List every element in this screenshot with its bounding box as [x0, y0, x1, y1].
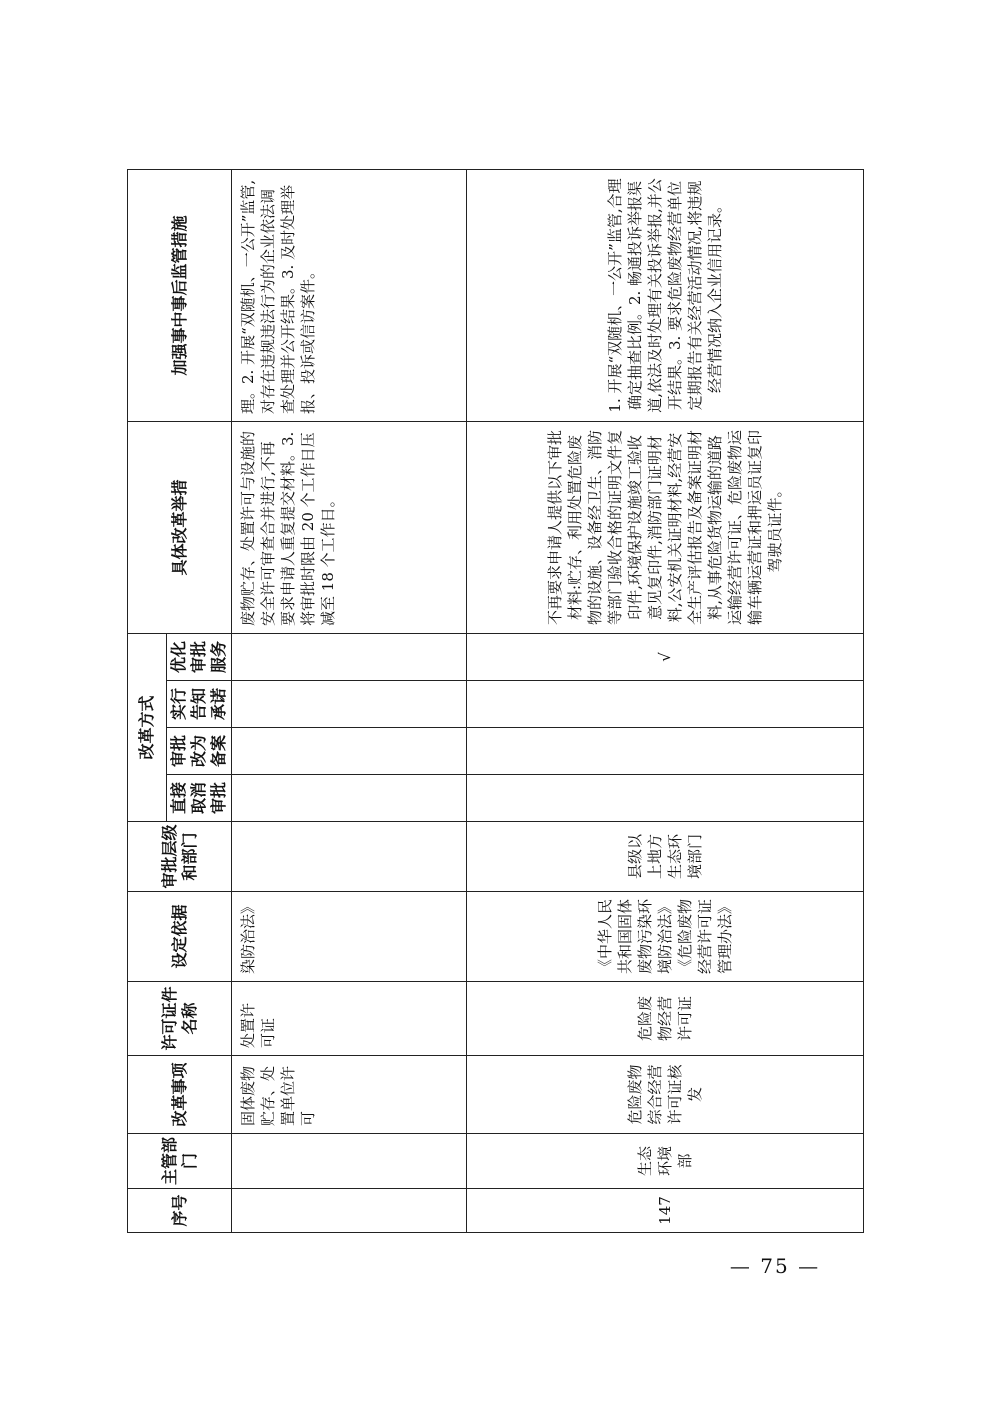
rotated-table-wrapper — [127, 170, 864, 1233]
header-item: 改革事项 — [128, 1056, 232, 1134]
header-method-commitment: 实行告知承诺 — [167, 681, 232, 728]
table-row — [232, 169, 467, 1232]
cell-method-filing — [232, 728, 467, 775]
cell-measures: 废物贮存、处置许可与设施的安全许可审查合并进行,不再要求申请人重复提交材料。3. 将审批时限由 20 个工作日压减至 18 个工作日。 — [232, 421, 467, 633]
cell-seq: 147 — [467, 1189, 864, 1233]
header-license: 许可证件名称 — [128, 982, 232, 1056]
header-dept: 主管部门 — [128, 1134, 232, 1189]
cell-method-filing — [467, 728, 864, 775]
cell-supervision: 理。2. 开展“双随机、一公开”监管,对存在违规违法行为的企业依法调查处理并公开结果。3. 及时处理举报、投诉或信访案件。 — [232, 169, 467, 421]
cell-dept: 生态环境部 — [467, 1134, 864, 1189]
header-method-group: 改革方式 — [128, 633, 167, 821]
header-measures: 具体改革举措 — [128, 421, 232, 633]
cell-measures: 不再要求申请人提供以下审批材料:贮存、利用处置危险废物的设施、设备经卫生、消防等部门验收合格的证明文件复印件,环境保护设施竣工验收意见复印件,消防部门证明材料,公安机关证明材料,经营安全生产评估报告及备案证明材料,从事危险货物运输的道路运输经营许可证、危险废物运输车辆运营证和押运员证复印驾驶员证件。 — [467, 421, 864, 633]
cell-license: 处置许可证 — [232, 982, 467, 1056]
cell-item: 危险废物综合经营许可证核发 — [467, 1056, 864, 1134]
page-number: — 75 — — [729, 1254, 821, 1278]
cell-method-cancel — [232, 775, 467, 822]
cell-license: 危险废物经营许可证 — [467, 982, 864, 1056]
cell-level: 县级以上地方生态环境部门 — [467, 822, 864, 892]
cell-seq — [232, 1189, 467, 1233]
header-level: 审批层级和部门 — [128, 822, 232, 892]
header-seq: 序号 — [128, 1189, 232, 1233]
header-row — [128, 169, 167, 1232]
header-method-cancel: 直接取消审批 — [167, 775, 232, 822]
header-supervision: 加强事中事后监管措施 — [128, 169, 232, 421]
cell-item: 固体废物贮存、处置单位许可 — [232, 1056, 467, 1134]
header-method-filing: 审批改为备案 — [167, 728, 232, 775]
cell-method-commitment — [467, 681, 864, 728]
reform-table — [127, 169, 864, 1233]
cell-method-optimize — [232, 633, 467, 680]
cell-method-optimize: √ — [467, 633, 864, 680]
cell-dept — [232, 1134, 467, 1189]
header-basis: 设定依据 — [128, 892, 232, 982]
table-row — [467, 169, 864, 1232]
cell-level — [232, 822, 467, 892]
cell-method-cancel — [467, 775, 864, 822]
cell-basis: 《中华人民共和国固体废物污染环境防治法》《危险废物经营许可证管理办法》 — [467, 892, 864, 982]
cell-supervision: 1. 开展“双随机、一公开”监管,合理确定抽查比例。2. 畅通投诉举报渠道,依法及时处理有关投诉举报,并公开结果。3. 要求危险废物经营单位定期报告有关经营活动情况,将违规经营情况纳入企业信用记录。 — [467, 169, 864, 421]
cell-method-commitment — [232, 681, 467, 728]
header-method-optimize: 优化审批服务 — [167, 633, 232, 680]
cell-basis: 染防治法》 — [232, 892, 467, 982]
